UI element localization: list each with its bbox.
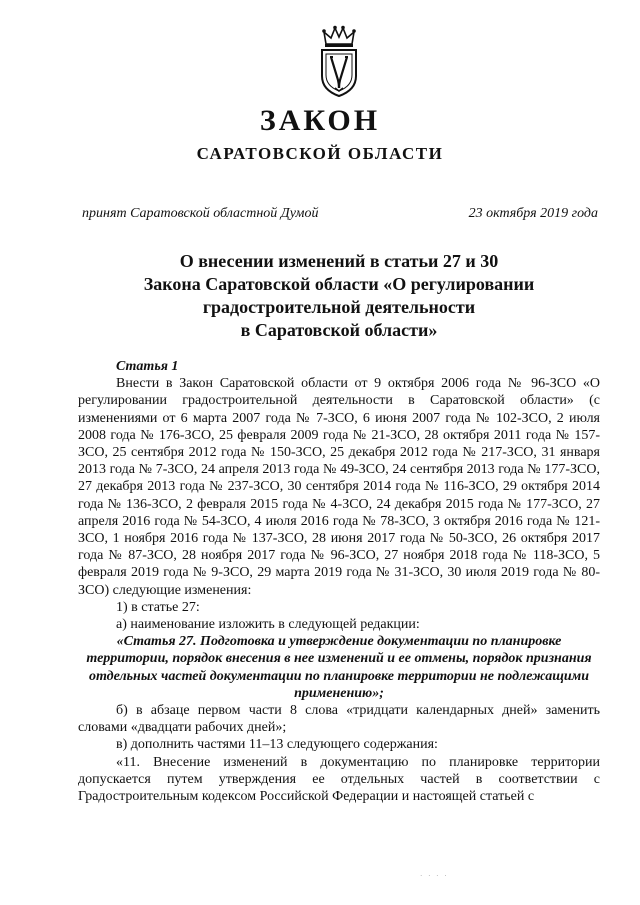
document-body [78, 358, 600, 805]
title-line: О внесении изменений в статьи 27 и 30 [179, 251, 499, 271]
article-heading: Статья 1 [116, 359, 179, 374]
article-intro: Внести в Закон Саратовской области от 9 октября 2006 года № 96-ЗСО «О регулировании градостроительной деятельности в Саратовской области» (с изменениями от 6 марта 2007 года № 7-ЗСО, 6 июня 2007 года № 102-ЗСО, 2 июля 2008 года № 176-ЗСО, 25 февраля 2009 года № 21-ЗСО, 28 октября 2011 года № 157-ЗСО, 25 сентября 2012 года № 150-ЗСО, 25 декабря 2012 года № 217-ЗСО, 31 января 2013 года № 7-ЗСО, 24 апреля 2013 года № 49-ЗСО, 24 сентября 2013 года № 177-ЗСО, 27 декабря 2013 года № 237-ЗСО, 30 сентября 2014 года № 116-ЗСО, 29 октября 2014 года № 136-ЗСО, 2 февраля 2015 года № 4-ЗСО, 24 декабря 2015 года № 177-ЗСО, 27 апреля 2016 года № 54-ЗСО, 4 июля 2016 года № 78-ЗСО, 3 октября 2016 года № 121-ЗСО, 1 ноября 2016 года № 137-ЗСО, 28 июня 2017 года № 50-ЗСО, 26 октября 2017 года № 87-ЗСО, 28 ноября 2017 года № 96-ЗСО, 27 ноября 2018 года № 118-ЗСО, 5 февраля 2019 года № 9-ЗСО, 29 марта 2019 года № 31-ЗСО, 30 июля 2019 года № 80-ЗСО) следующие изменения: [78, 376, 600, 598]
scan-noise: · · · · [420, 872, 449, 880]
list-item: а) наименование изложить в следующей редакции: [116, 617, 420, 633]
adopted-date: 23 октября 2019 года [468, 206, 598, 221]
coat-of-arms-icon [318, 24, 360, 98]
adopted-by: принят Саратовской областной Думой [82, 206, 319, 221]
title-line: градостроительной деятельности [202, 297, 476, 317]
region-name: САРАТОВСКОЙ ОБЛАСТИ [196, 144, 444, 163]
list-item: 1) в статье 27: [116, 599, 200, 615]
quoted-article-title: «Статья 27. Подготовка и утверждение документации по планировке территории, порядок внесения в нее изменений и ее отмены, порядок признания отдельных частей документации по планировке территории не подлежащими применению»; [86, 634, 592, 701]
title-line: Закона Саратовской области «О регулировании [143, 274, 535, 294]
law-heading: ЗАКОН [259, 104, 381, 137]
title-line: в Саратовской области» [240, 320, 438, 340]
adoption-line [82, 206, 598, 222]
part-11-text: «11. Внесение изменений в документацию по планировке территории допускается путем утверждения ее отдельных частей в соответствии с Градостроительным кодексом Российской Федерации и настоящей статьей с [78, 754, 600, 805]
list-item: б) в абзаце первом части 8 слова «тридцати календарных дней» заменить словами «двадцати рабочих дней»; [78, 703, 600, 736]
list-item: в) дополнить частями 11–13 следующего содержания: [116, 737, 438, 753]
document-title [80, 250, 598, 342]
